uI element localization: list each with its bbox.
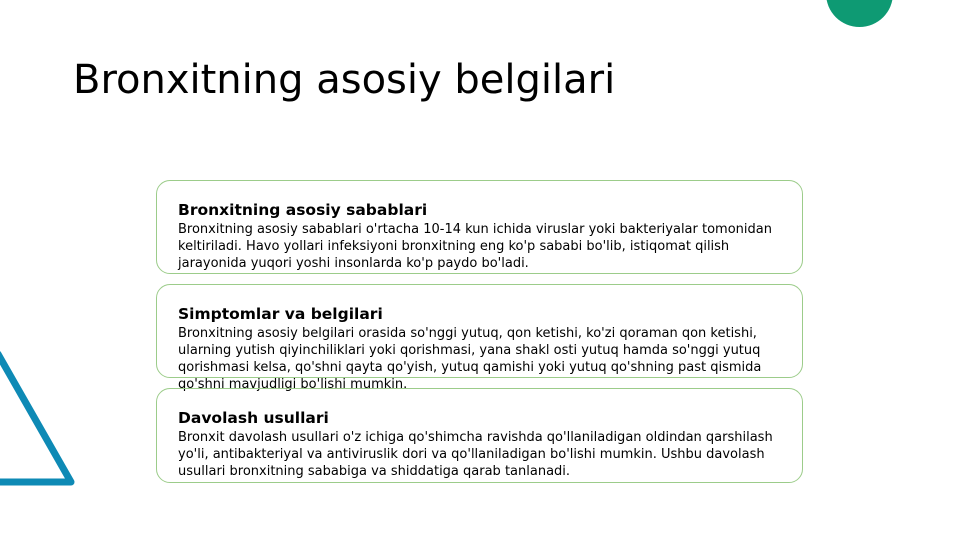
card-body: Bronxitning asosiy belgilari orasida so'nggi yutuq, qon ketishi, ko'zi qoraman qon ketishi, ularning yutish qiyinchiliklari yoki qorishmasi, yana shakl osti yutuq hamda so'nggi yutuq qorishmasi kelsa, qo'shni qayta qo'yish, yutuq qamishi yoki yutuq qo'shning past qismida qo'shni mavjudligi bo'lishi mumkin.: [178, 326, 762, 392]
slide-title: Bronxitning asosiy belgilari: [73, 57, 616, 103]
card-body: Bronxitning asosiy sabablari o'rtacha 10-14 kun ichida viruslar yoki bakteriyalar tomonidan keltiriladi. Havo yollari infeksiyoni bronxitning eng ko'p sababi bo'lib, istiqomat qilish jarayonida yuqori yoshi insonlarda ko'p paydo bo'ladi.: [178, 222, 772, 271]
card-heading: Davolash usullari: [178, 409, 329, 427]
card-causes: [156, 180, 803, 274]
card-treatment: [156, 388, 803, 483]
decorative-triangle-icon: [0, 340, 90, 500]
card-heading: Simptomlar va belgilari: [178, 305, 383, 323]
card-heading: Bronxitning asosiy sabablari: [178, 201, 428, 219]
decorative-circle: [826, 0, 893, 27]
card-body: Bronxit davolash usullari o'z ichiga qo'shimcha ravishda qo'llaniladigan oldindan qarshilash yo'li, antibakteriyal va antiviruslik dori va qo'llaniladigan bo'lishi mumkin. Ushbu davolash usullari bronxitning sababiga va shiddatiga qarab tanlanadi.: [178, 430, 773, 479]
card-symptoms: [156, 284, 803, 392]
